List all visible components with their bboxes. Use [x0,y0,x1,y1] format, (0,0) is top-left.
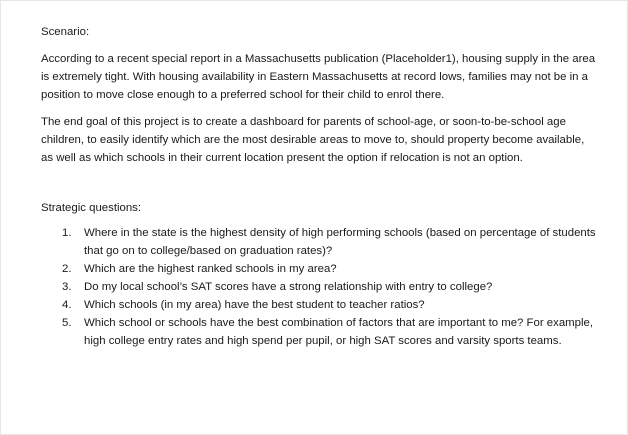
question-text: Which are the highest ranked schools in my area? [84,263,337,275]
strategic-questions-heading: Strategic questions: [41,202,142,214]
question-item [41,278,597,296]
scenario-paragraph-2: The end goal of this project is to create a dashboard for parents of school-age, or soon-to-be-school age children, to easily identify which are the most desirable areas to move to, should property become available, as well as which schools in their current location present the option if relocation is not an option. [41,116,585,164]
question-number: 5. [62,317,72,329]
question-text: Which schools (in my area) have the best student to teacher ratios? [84,299,425,311]
scenario-heading: Scenario: [41,26,90,38]
question-number: 3. [62,281,72,293]
question-item [41,224,597,260]
question-text: Which school or schools have the best combination of factors that are important to me? For example, high college entry rates and high spend per pupil, or high SAT scores and varsity sports teams. [84,317,594,347]
question-item [41,314,597,350]
question-number: 1. [62,227,72,239]
strategic-questions-list [41,224,597,350]
question-item [41,260,597,278]
question-text: Where in the state is the highest density of high performing schools (based on percentage of students that go on to college/based on graduation rates)? [84,227,596,257]
document-body [41,23,597,350]
question-text: Do my local school’s SAT scores have a strong relationship with entry to college? [84,281,493,293]
question-number: 4. [62,299,72,311]
scenario-paragraph-1: According to a recent special report in a Massachusetts publication (Placeholder1), housing supply in the area is extremely tight. With housing availability in Eastern Massachusetts at record lows, families may not be in a position to move close enough to a preferred school for their child to enrol there. [41,53,596,101]
question-item [41,296,597,314]
question-number: 2. [62,263,72,275]
